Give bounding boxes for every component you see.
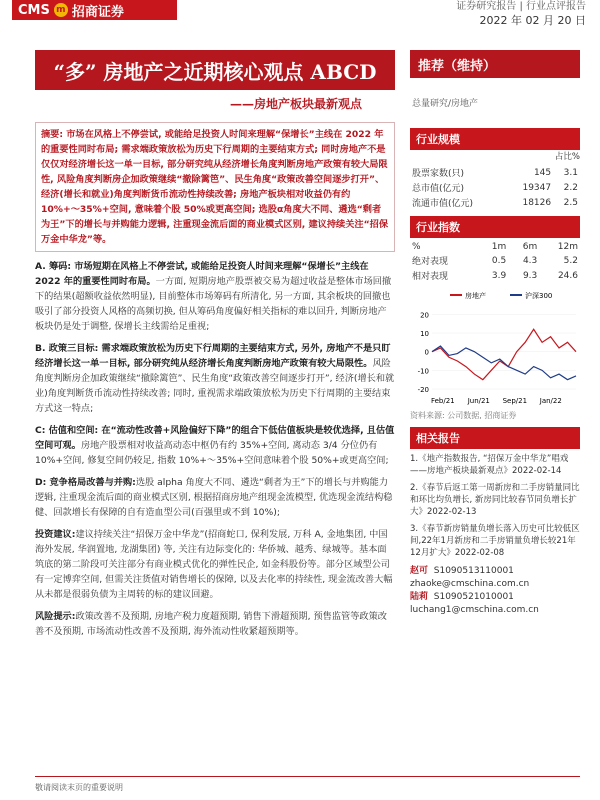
abstract-box: 摘要: 市场在风格上不停尝试, 或能给足投资人时间来理解“保增长”主线在 2022 年的重要性同时布局; 需求端政策放松为历史下行周期的主要结束方式; 同时房地产不是仅仅对经济增长这一单一目标, 部分研究纯从经济增长角度判断房地产政策有较大局限性, 风险角度判断房企加政策继续“撤除篱笆”、民生角度“政策改善空间逐步打开”、经济(增长和就业)角度判断货币流动性持续改善; 房地产板块相对收益仍有约 10%+～35%+空间, 意味着个股 50%或更高空间; 选股α角度大不同、遴选“剩者为王”下的增长与并购能力逻辑, 注重现金流后面的商业模式区别, 建议持续关注“招保万金中华龙”等。 [35,122,395,252]
analyst-email[interactable]: luchang1@cmschina.com.cn [410,605,539,615]
industry-scale-heading: 行业规模 [410,128,580,150]
x-tick-label: Sep/21 [502,397,528,405]
y-tick-label: 20 [420,311,429,320]
rating-note: 总量研究/房地产 [412,99,479,109]
y-tick-label: 10 [420,330,429,338]
table-row: 股票家数(只) 145 3.1 [412,167,578,179]
list-item[interactable]: 2.《春节后返工第一周新房和二手房销量同比和环比均负增长, 新房同比较春节同负增长扩大》2022-02-13 [410,483,580,517]
series-line-沪深300 [432,346,576,380]
report-title: “多” 房地产之近期核心观点 ABCD [35,50,395,90]
legend-label: 房地产 [465,292,486,300]
analyst-email[interactable]: zhaoke@cmschina.com.cn [410,579,530,589]
list-item[interactable]: 1.《地产指数报告, “招保万金中华龙”唱戏——房地产板块最新观点》2022-02-14 [410,454,569,476]
table-row: 相对表现 3.9 9.3 24.6 [412,270,578,282]
industry-scale-table [410,165,580,210]
scale-unit-note: 占比% [554,152,580,162]
footer-note: 敬请阅读末页的重要说明 [35,783,123,792]
investment-advice: 投资建议:建议持续关注“招保万金中华龙”(招商蛇口, 保利发展, 万科 A, 金地集团, 中国海外发展, 华润置地, 龙湖集团) 等, 关注有边际变化的: 华侨城、越秀、绿城等。基本面筑底的第二阶段可关注部分有商业模式优化的弹性民企, 如金科股份等。部分区域型公司有一定博弈空间, 但需关注货值对销售增长的保障, 以及去化率的持续性, 现金流改善大幅从未都是很弱负债为主周转的标的建议回避。 [35,529,393,600]
y-tick-label: 0 [424,348,429,357]
related-reports-heading: 相关报告 [410,427,580,449]
industry-index-heading: 行业指数 [410,216,580,238]
chart-source: 资料来源: 公司数据, 招商证券 [410,411,517,420]
index-chart [410,287,580,421]
paragraph: B. 政策三目标: 需求端政策放松为历史下行周期的主要结束方式, 另外, 房地产不是只盯经济增长这一单一目标, 部分研究纯从经济增长角度判断房地产政策有较大局限性。风险角度判断房企加政策继续“撤除篱笆”、民生角度“政策改善空间逐步打开”, 经济(增长和就业)角度判断货币流动性持续改善; 同时, 重视需求端政策放松为历史下行周期的主要结束方式这一特点; [35,343,395,414]
analyst-info [410,565,580,617]
paragraph: D: 竞争格局改善与并购:选股 alpha 角度大不同、遴选“剩者为王”下的增长与并购能力逻辑, 注重现金流后面的商业模式区别, 根据招商房地产组现金流模型, 优选现金流结构稳健、回款增长有保障的自有造血型公司(百强里或不到 10%); [35,477,393,518]
table-header-row: % 1m 6m 12m [412,242,578,252]
report-subtitle: ——房地产板块最新观点 [230,97,363,111]
report-date: 2022 年 02 月 20 日 [479,14,586,27]
rating-badge: 推荐（维持） [410,50,580,78]
table-row: 总市值(亿元) 19347 2.2 [412,182,578,194]
header-meta [456,0,586,28]
paragraph: A. 筹码: 市场短期在风格上不停尝试, 或能给足投资人时间来理解“保增长”主线在 2022 年的重要性同时布局。一方面, 短期房地产股票被交易为超过收益是整体市场回撤下的结果(超额收益依然明显), 目前整体市场筹码有所清化, 另一方面, 其余板块的回撤也吸引了部分投资人风格的高频切换, 但从筹码角度偏好相关指标的难以回升, 判断房地产板块仍是处于调整, 保增长主线需给足重视; [35,261,392,332]
y-tick-label: -10 [417,367,429,376]
main-content [35,122,395,639]
legend-label: 沪深300 [525,292,553,300]
x-tick-label: Jan/22 [539,397,562,405]
logo-mark-icon: m [54,3,68,17]
report-type: 证券研究报告 | 行业点评报告 [456,1,586,12]
footer-divider [35,776,580,777]
analyst-entry: 陆莉 S1090521010001 [410,592,514,602]
risk-warning: 风险提示:政策改善不及预期, 房地产税力度超预期, 销售下滑超预期, 预售监管等政策改善不及预期, 市场流动性改善不及预期, 海外流动性收紧超预期等。 [35,611,387,637]
table-row: 流通市值(亿元) 18126 2.5 [412,197,578,209]
x-tick-label: Feb/21 [430,397,455,405]
table-row: 绝对表现 0.5 4.3 5.2 [412,255,578,267]
paragraph: C: 估值和空间: 在“流动性改善+风险偏好下降”的组合下低估值板块是较优选择, 且估值空间可观。房地产股票相对收益高动态中枢仍有约 35%+空间, 离动态 3/4 分位仍有 10%+空间, 修复空间仍较足, 指数 10%+～35%+空间意味着个股 50%+或更高空间; [35,425,395,466]
list-item[interactable]: 3.《春节新房销量负增长落入历史可比较低区间,22年1月新房和二手房销量负增长较21年12月扩大》2022-02-08 [410,524,580,558]
industry-index-table [410,241,580,283]
analyst-entry: 赵可 S1090513110001 [410,566,514,576]
related-reports-list [410,453,580,559]
sidebar [410,122,580,617]
company-logo: CMS m 招商证券 [12,0,177,20]
index-line-chart [410,287,580,407]
y-tick-label: -20 [417,386,429,394]
x-tick-label: Jun/21 [467,397,490,405]
